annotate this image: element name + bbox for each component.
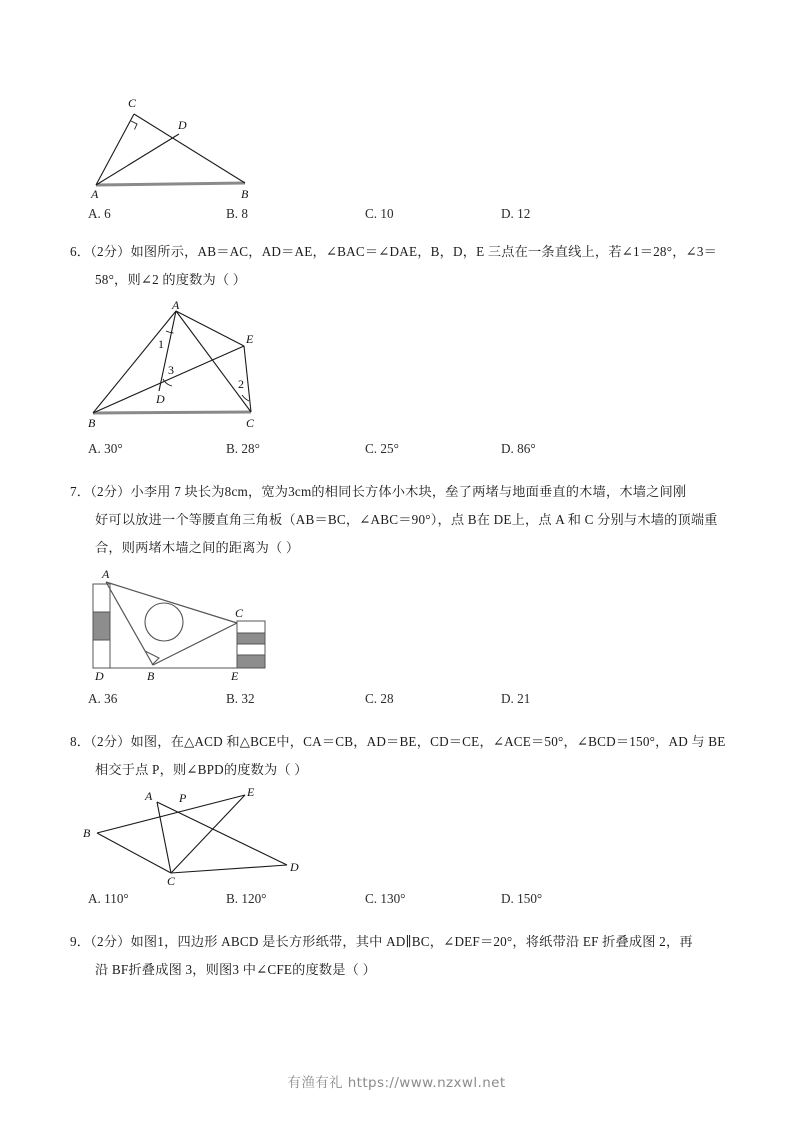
figure-label-A: A — [102, 567, 110, 581]
option-value: 25° — [380, 441, 399, 456]
q9-stem-line1: 9．（2分）如图1，四边形 ABCD 是长方形纸带，其中 AD∥BC，∠DEF＝20°，将纸带沿 EF 折叠成图 2，再 — [70, 934, 693, 949]
figure-label-angle-3: 3 — [168, 363, 174, 377]
figure-label-A: A — [145, 789, 153, 803]
figure-label-B: B — [88, 416, 96, 430]
figure-label-E: E — [247, 785, 255, 799]
q6-option-d[interactable] — [501, 441, 536, 457]
option-key: C. — [365, 891, 378, 906]
figure-label-B: B — [241, 187, 249, 200]
figure-label-B: B — [83, 826, 91, 840]
option-value: 110° — [104, 891, 129, 906]
option-key: D. — [501, 206, 514, 221]
figure-label-D: D — [178, 118, 187, 132]
q9-stem-line2: 沿 BF折叠成图 3，则图3 中∠CFE的度数是（ ） — [95, 962, 376, 977]
option-key: A. — [88, 206, 101, 221]
option-key: D. — [501, 441, 514, 456]
option-key: D. — [501, 691, 514, 706]
q8-stem-line1: 8．（2分）如图，在△ACD 和△BCE中，CA＝CB，AD＝BE，CD＝CE，∠ACE＝50°，∠BCD＝150°，AD 与 BE — [70, 734, 726, 749]
option-value: 36 — [104, 691, 118, 706]
q7-option-a[interactable] — [88, 691, 117, 707]
q8-options — [88, 891, 728, 913]
option-key: B. — [226, 691, 239, 706]
q6-stem-line1: 6．（2分）如图所示，AB＝AC，AD＝AE，∠BAC＝∠DAE，B，D，E 三点在一条直线上，若∠1＝28°，∠3＝ — [70, 244, 718, 259]
option-key: A. — [88, 691, 101, 706]
option-value: 120° — [241, 891, 267, 906]
q6-option-b[interactable] — [226, 441, 260, 457]
option-value: 8 — [241, 206, 248, 221]
figure-label-angle-2: 2 — [238, 377, 244, 391]
figure-label-C: C — [128, 96, 137, 110]
q8-option-d[interactable] — [501, 891, 542, 907]
q8-option-c[interactable] — [365, 891, 405, 907]
q8-option-b[interactable] — [226, 891, 266, 907]
figure-q8-two-triangles — [75, 785, 315, 885]
figure-label-B: B — [147, 669, 155, 680]
q8-stem-line2: 相交于点 P，则∠BPD的度数为（ ） — [95, 762, 308, 777]
page-footer-watermark: 有渔有礼 https://www.nzxwl.net — [287, 1075, 506, 1091]
q7-stem-line1: 7．（2分）小李用 7 块长为8cm，宽为3cm的相同长方体小木块，垒了两堵与地面垂直的木墙，木墙之间刚 — [70, 484, 687, 499]
figure-label-C: C — [235, 606, 244, 620]
figure-q7-triangle-walls — [85, 565, 285, 680]
option-key: C. — [365, 206, 378, 221]
q6-option-c[interactable] — [365, 441, 399, 457]
q7-stem-line3: 合，则两堵木墙之间的距离为（ ） — [95, 540, 300, 555]
q7-stem-line2: 好可以放进一个等腰直角三角板（AB＝BC，∠ABC＝90°），点 B在 DE上，点 A 和 C 分别与木墙的顶端重 — [95, 512, 718, 527]
q5-option-b[interactable] — [226, 206, 248, 222]
q6-stem-line2: 58°，则∠2 的度数为（ ） — [95, 272, 247, 287]
option-value: 28 — [380, 691, 394, 706]
figure-q6-congruent-triangles — [80, 300, 280, 430]
option-value: 130° — [380, 891, 406, 906]
figure-label-A: A — [172, 300, 180, 312]
q7-option-c[interactable] — [365, 691, 394, 707]
figure-label-E: E — [246, 332, 254, 346]
figure-label-P: P — [179, 791, 187, 805]
option-key: B. — [226, 891, 239, 906]
option-value: 12 — [517, 206, 531, 221]
option-key: C. — [365, 441, 378, 456]
q5-option-d[interactable] — [501, 206, 530, 222]
figure-label-C: C — [167, 874, 176, 885]
option-value: 28° — [241, 441, 260, 456]
option-key: D. — [501, 891, 514, 906]
option-value: 86° — [517, 441, 536, 456]
option-value: 6 — [104, 206, 111, 221]
option-value: 21 — [517, 691, 531, 706]
q5-option-c[interactable] — [365, 206, 394, 222]
option-value: 150° — [517, 891, 543, 906]
figure-label-D: D — [290, 860, 299, 874]
option-value: 10 — [380, 206, 394, 221]
q6-options — [88, 441, 728, 463]
figure-label-A: A — [91, 187, 99, 200]
q7-option-b[interactable] — [226, 691, 255, 707]
figure-label-E: E — [231, 669, 239, 680]
option-key: B. — [226, 441, 239, 456]
q5-option-a[interactable] — [88, 206, 111, 222]
q6-option-a[interactable] — [88, 441, 123, 457]
option-value: 32 — [241, 691, 255, 706]
figure-q5-triangle — [80, 88, 270, 200]
figure-label-D: D — [95, 669, 104, 680]
q8-option-a[interactable] — [88, 891, 129, 907]
figure-label-C: C — [246, 416, 255, 430]
option-key: A. — [88, 891, 101, 906]
q7-option-d[interactable] — [501, 691, 530, 707]
q5-options — [88, 206, 728, 228]
option-key: C. — [365, 691, 378, 706]
option-key: A. — [88, 441, 101, 456]
figure-label-D: D — [156, 392, 165, 406]
option-value: 30° — [104, 441, 123, 456]
figure-label-angle-1: 1 — [158, 337, 164, 351]
q7-options — [88, 691, 728, 713]
option-key: B. — [226, 206, 239, 221]
